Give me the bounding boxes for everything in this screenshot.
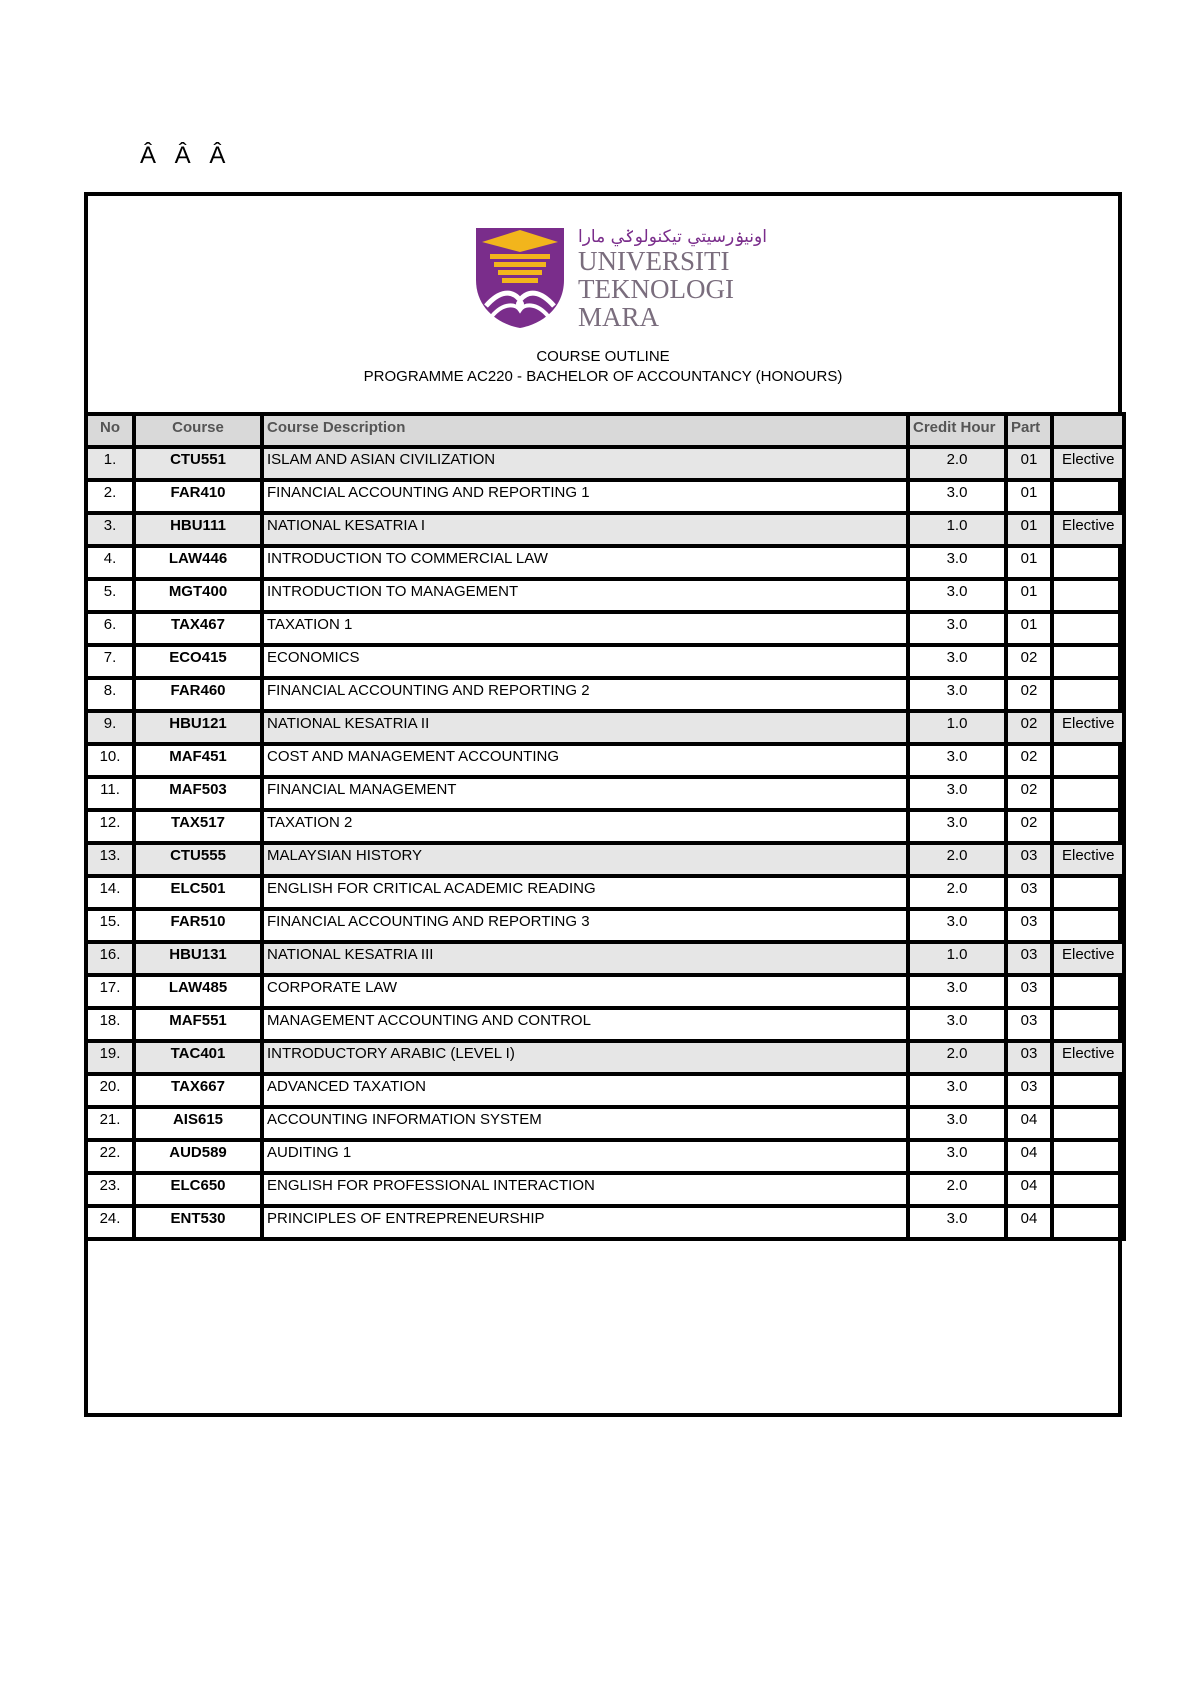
course-description: ACCOUNTING INFORMATION SYSTEM bbox=[262, 1107, 908, 1140]
table-row bbox=[86, 579, 1124, 612]
course-description: COST AND MANAGEMENT ACCOUNTING bbox=[262, 744, 908, 777]
credit-hour: 3.0 bbox=[908, 777, 1006, 810]
course-type: Elective bbox=[1052, 942, 1124, 975]
course-part: 03 bbox=[1006, 1041, 1052, 1074]
course-no: 15. bbox=[86, 909, 134, 942]
credit-hour: 3.0 bbox=[908, 645, 1006, 678]
course-code: AUD589 bbox=[134, 1140, 262, 1173]
course-description: ISLAM AND ASIAN CIVILIZATION bbox=[262, 447, 908, 480]
table-row bbox=[86, 1107, 1124, 1140]
course-no: 19. bbox=[86, 1041, 134, 1074]
course-no: 7. bbox=[86, 645, 134, 678]
credit-hour: 3.0 bbox=[908, 579, 1006, 612]
course-no: 2. bbox=[86, 480, 134, 513]
course-code: MAF451 bbox=[134, 744, 262, 777]
course-no: 3. bbox=[86, 513, 134, 546]
credit-hour: 3.0 bbox=[908, 975, 1006, 1008]
course-description: FINANCIAL MANAGEMENT bbox=[262, 777, 908, 810]
course-description: FINANCIAL ACCOUNTING AND REPORTING 3 bbox=[262, 909, 908, 942]
course-description: MALAYSIAN HISTORY bbox=[262, 843, 908, 876]
course-type: Elective bbox=[1052, 843, 1124, 876]
course-part: 01 bbox=[1006, 546, 1052, 579]
credit-hour: 3.0 bbox=[908, 678, 1006, 711]
course-code: ELC501 bbox=[134, 876, 262, 909]
course-type bbox=[1052, 1074, 1124, 1107]
credit-hour: 3.0 bbox=[908, 1206, 1006, 1239]
course-code: MAF551 bbox=[134, 1008, 262, 1041]
course-no: 11. bbox=[86, 777, 134, 810]
table-row bbox=[86, 513, 1124, 546]
table-row bbox=[86, 447, 1124, 480]
credit-hour: 3.0 bbox=[908, 1140, 1006, 1173]
course-code: LAW485 bbox=[134, 975, 262, 1008]
course-no: 13. bbox=[86, 843, 134, 876]
course-description: TAXATION 2 bbox=[262, 810, 908, 843]
course-code: TAX467 bbox=[134, 612, 262, 645]
course-type bbox=[1052, 546, 1124, 579]
course-no: 23. bbox=[86, 1173, 134, 1206]
course-part: 02 bbox=[1006, 645, 1052, 678]
course-code: LAW446 bbox=[134, 546, 262, 579]
course-description: ENGLISH FOR CRITICAL ACADEMIC READING bbox=[262, 876, 908, 909]
credit-hour: 2.0 bbox=[908, 1173, 1006, 1206]
table-row bbox=[86, 843, 1124, 876]
column-header-no: No bbox=[86, 414, 134, 447]
course-no: 10. bbox=[86, 744, 134, 777]
course-no: 6. bbox=[86, 612, 134, 645]
course-code: TAX667 bbox=[134, 1074, 262, 1107]
course-code: CTU555 bbox=[134, 843, 262, 876]
course-type: Elective bbox=[1052, 1041, 1124, 1074]
course-type: Elective bbox=[1052, 513, 1124, 546]
course-part: 03 bbox=[1006, 1008, 1052, 1041]
column-header-type bbox=[1052, 414, 1124, 447]
column-header-credit-hour: Credit Hour bbox=[908, 414, 1006, 447]
course-code: FAR460 bbox=[134, 678, 262, 711]
course-part: 04 bbox=[1006, 1107, 1052, 1140]
credit-hour: 2.0 bbox=[908, 1041, 1006, 1074]
table-row bbox=[86, 480, 1124, 513]
credit-hour: 1.0 bbox=[908, 942, 1006, 975]
course-type bbox=[1052, 480, 1124, 513]
course-code: HBU111 bbox=[134, 513, 262, 546]
course-no: 5. bbox=[86, 579, 134, 612]
course-type bbox=[1052, 975, 1124, 1008]
course-type bbox=[1052, 909, 1124, 942]
course-no: 16. bbox=[86, 942, 134, 975]
course-part: 02 bbox=[1006, 678, 1052, 711]
credit-hour: 3.0 bbox=[908, 1074, 1006, 1107]
stray-text: Â Â Â bbox=[140, 142, 232, 169]
course-part: 04 bbox=[1006, 1140, 1052, 1173]
course-code: HBU131 bbox=[134, 942, 262, 975]
course-no: 21. bbox=[86, 1107, 134, 1140]
table-row bbox=[86, 909, 1124, 942]
course-code: AIS615 bbox=[134, 1107, 262, 1140]
table-row bbox=[86, 1140, 1124, 1173]
column-header-part: Part bbox=[1006, 414, 1052, 447]
document-title: COURSE OUTLINE bbox=[536, 348, 670, 365]
course-code: MGT400 bbox=[134, 579, 262, 612]
course-part: 02 bbox=[1006, 744, 1052, 777]
credit-hour: 3.0 bbox=[908, 480, 1006, 513]
course-part: 02 bbox=[1006, 810, 1052, 843]
course-type bbox=[1052, 810, 1124, 843]
course-description: ENGLISH FOR PROFESSIONAL INTERACTION bbox=[262, 1173, 908, 1206]
table-row bbox=[86, 876, 1124, 909]
credit-hour: 3.0 bbox=[908, 1107, 1006, 1140]
course-outline-frame bbox=[84, 192, 1122, 1417]
course-code: MAF503 bbox=[134, 777, 262, 810]
course-description: TAXATION 1 bbox=[262, 612, 908, 645]
course-description: FINANCIAL ACCOUNTING AND REPORTING 1 bbox=[262, 480, 908, 513]
course-code: ENT530 bbox=[134, 1206, 262, 1239]
credit-hour: 1.0 bbox=[908, 513, 1006, 546]
course-part: 04 bbox=[1006, 1206, 1052, 1239]
credit-hour: 2.0 bbox=[908, 876, 1006, 909]
course-description: PRINCIPLES OF ENTREPRENEURSHIP bbox=[262, 1206, 908, 1239]
course-part: 01 bbox=[1006, 447, 1052, 480]
course-part: 02 bbox=[1006, 777, 1052, 810]
credit-hour: 3.0 bbox=[908, 612, 1006, 645]
course-no: 8. bbox=[86, 678, 134, 711]
course-code: TAC401 bbox=[134, 1041, 262, 1074]
course-description: NATIONAL KESATRIA I bbox=[262, 513, 908, 546]
table-row bbox=[86, 645, 1124, 678]
course-code: ELC650 bbox=[134, 1173, 262, 1206]
course-type: Elective bbox=[1052, 447, 1124, 480]
course-description: ECONOMICS bbox=[262, 645, 908, 678]
course-table-body bbox=[86, 447, 1124, 1239]
table-header-row bbox=[86, 414, 1124, 447]
course-description: INTRODUCTION TO COMMERCIAL LAW bbox=[262, 546, 908, 579]
course-part: 03 bbox=[1006, 1074, 1052, 1107]
svg-text:UNIVERSITI: UNIVERSITI bbox=[578, 246, 730, 276]
course-part: 01 bbox=[1006, 513, 1052, 546]
course-no: 22. bbox=[86, 1140, 134, 1173]
credit-hour: 3.0 bbox=[908, 546, 1006, 579]
course-type bbox=[1052, 678, 1124, 711]
credit-hour: 3.0 bbox=[908, 1008, 1006, 1041]
course-type bbox=[1052, 1206, 1124, 1239]
table-row bbox=[86, 1041, 1124, 1074]
course-code: FAR410 bbox=[134, 480, 262, 513]
table-row bbox=[86, 975, 1124, 1008]
course-description: FINANCIAL ACCOUNTING AND REPORTING 2 bbox=[262, 678, 908, 711]
course-code: ECO415 bbox=[134, 645, 262, 678]
credit-hour: 3.0 bbox=[908, 909, 1006, 942]
credit-hour: 2.0 bbox=[908, 843, 1006, 876]
course-description: NATIONAL KESATRIA III bbox=[262, 942, 908, 975]
course-code: HBU121 bbox=[134, 711, 262, 744]
university-logo bbox=[472, 220, 767, 332]
svg-text:TEKNOLOGI: TEKNOLOGI bbox=[578, 274, 734, 304]
course-type bbox=[1052, 876, 1124, 909]
course-description: ADVANCED TAXATION bbox=[262, 1074, 908, 1107]
column-header-description: Course Description bbox=[262, 414, 908, 447]
course-no: 12. bbox=[86, 810, 134, 843]
course-part: 04 bbox=[1006, 1173, 1052, 1206]
credit-hour: 3.0 bbox=[908, 744, 1006, 777]
svg-text:اونيۏرسيتي تيكنولوݢي مارا: اونيۏرسيتي تيكنولوݢي مارا bbox=[578, 227, 767, 247]
course-type bbox=[1052, 777, 1124, 810]
table-row bbox=[86, 546, 1124, 579]
course-type bbox=[1052, 744, 1124, 777]
course-no: 14. bbox=[86, 876, 134, 909]
course-description: INTRODUCTION TO MANAGEMENT bbox=[262, 579, 908, 612]
table-row bbox=[86, 678, 1124, 711]
course-type bbox=[1052, 1008, 1124, 1041]
course-type bbox=[1052, 1107, 1124, 1140]
course-part: 02 bbox=[1006, 711, 1052, 744]
course-no: 17. bbox=[86, 975, 134, 1008]
document-header bbox=[88, 196, 1118, 414]
credit-hour: 3.0 bbox=[908, 810, 1006, 843]
course-no: 4. bbox=[86, 546, 134, 579]
table-row bbox=[86, 1074, 1124, 1107]
course-type: Elective bbox=[1052, 711, 1124, 744]
course-type bbox=[1052, 1140, 1124, 1173]
course-description: INTRODUCTORY ARABIC (LEVEL I) bbox=[262, 1041, 908, 1074]
course-description: AUDITING 1 bbox=[262, 1140, 908, 1173]
course-part: 03 bbox=[1006, 942, 1052, 975]
course-description: CORPORATE LAW bbox=[262, 975, 908, 1008]
course-part: 03 bbox=[1006, 876, 1052, 909]
course-type bbox=[1052, 579, 1124, 612]
course-type bbox=[1052, 645, 1124, 678]
table-row bbox=[86, 777, 1124, 810]
course-part: 03 bbox=[1006, 909, 1052, 942]
table-row bbox=[86, 810, 1124, 843]
table-row bbox=[86, 1206, 1124, 1239]
course-part: 01 bbox=[1006, 579, 1052, 612]
course-part: 01 bbox=[1006, 480, 1052, 513]
table-row bbox=[86, 711, 1124, 744]
course-no: 20. bbox=[86, 1074, 134, 1107]
credit-hour: 1.0 bbox=[908, 711, 1006, 744]
course-description: MANAGEMENT ACCOUNTING AND CONTROL bbox=[262, 1008, 908, 1041]
course-part: 03 bbox=[1006, 843, 1052, 876]
table-row bbox=[86, 1008, 1124, 1041]
table-row bbox=[86, 744, 1124, 777]
course-table bbox=[84, 412, 1126, 1241]
course-description: NATIONAL KESATRIA II bbox=[262, 711, 908, 744]
course-code: TAX517 bbox=[134, 810, 262, 843]
column-header-course: Course bbox=[134, 414, 262, 447]
course-no: 24. bbox=[86, 1206, 134, 1239]
table-row bbox=[86, 612, 1124, 645]
crest-icon bbox=[476, 228, 564, 328]
course-no: 1. bbox=[86, 447, 134, 480]
table-row bbox=[86, 942, 1124, 975]
course-part: 01 bbox=[1006, 612, 1052, 645]
course-no: 18. bbox=[86, 1008, 134, 1041]
course-part: 03 bbox=[1006, 975, 1052, 1008]
table-row bbox=[86, 1173, 1124, 1206]
course-code: CTU551 bbox=[134, 447, 262, 480]
programme-subtitle: PROGRAMME AC220 - BACHELOR OF ACCOUNTANCY (HONOURS) bbox=[363, 368, 843, 385]
course-type bbox=[1052, 612, 1124, 645]
svg-text:MARA: MARA bbox=[578, 302, 660, 332]
credit-hour: 2.0 bbox=[908, 447, 1006, 480]
course-code: FAR510 bbox=[134, 909, 262, 942]
course-no: 9. bbox=[86, 711, 134, 744]
course-type bbox=[1052, 1173, 1124, 1206]
